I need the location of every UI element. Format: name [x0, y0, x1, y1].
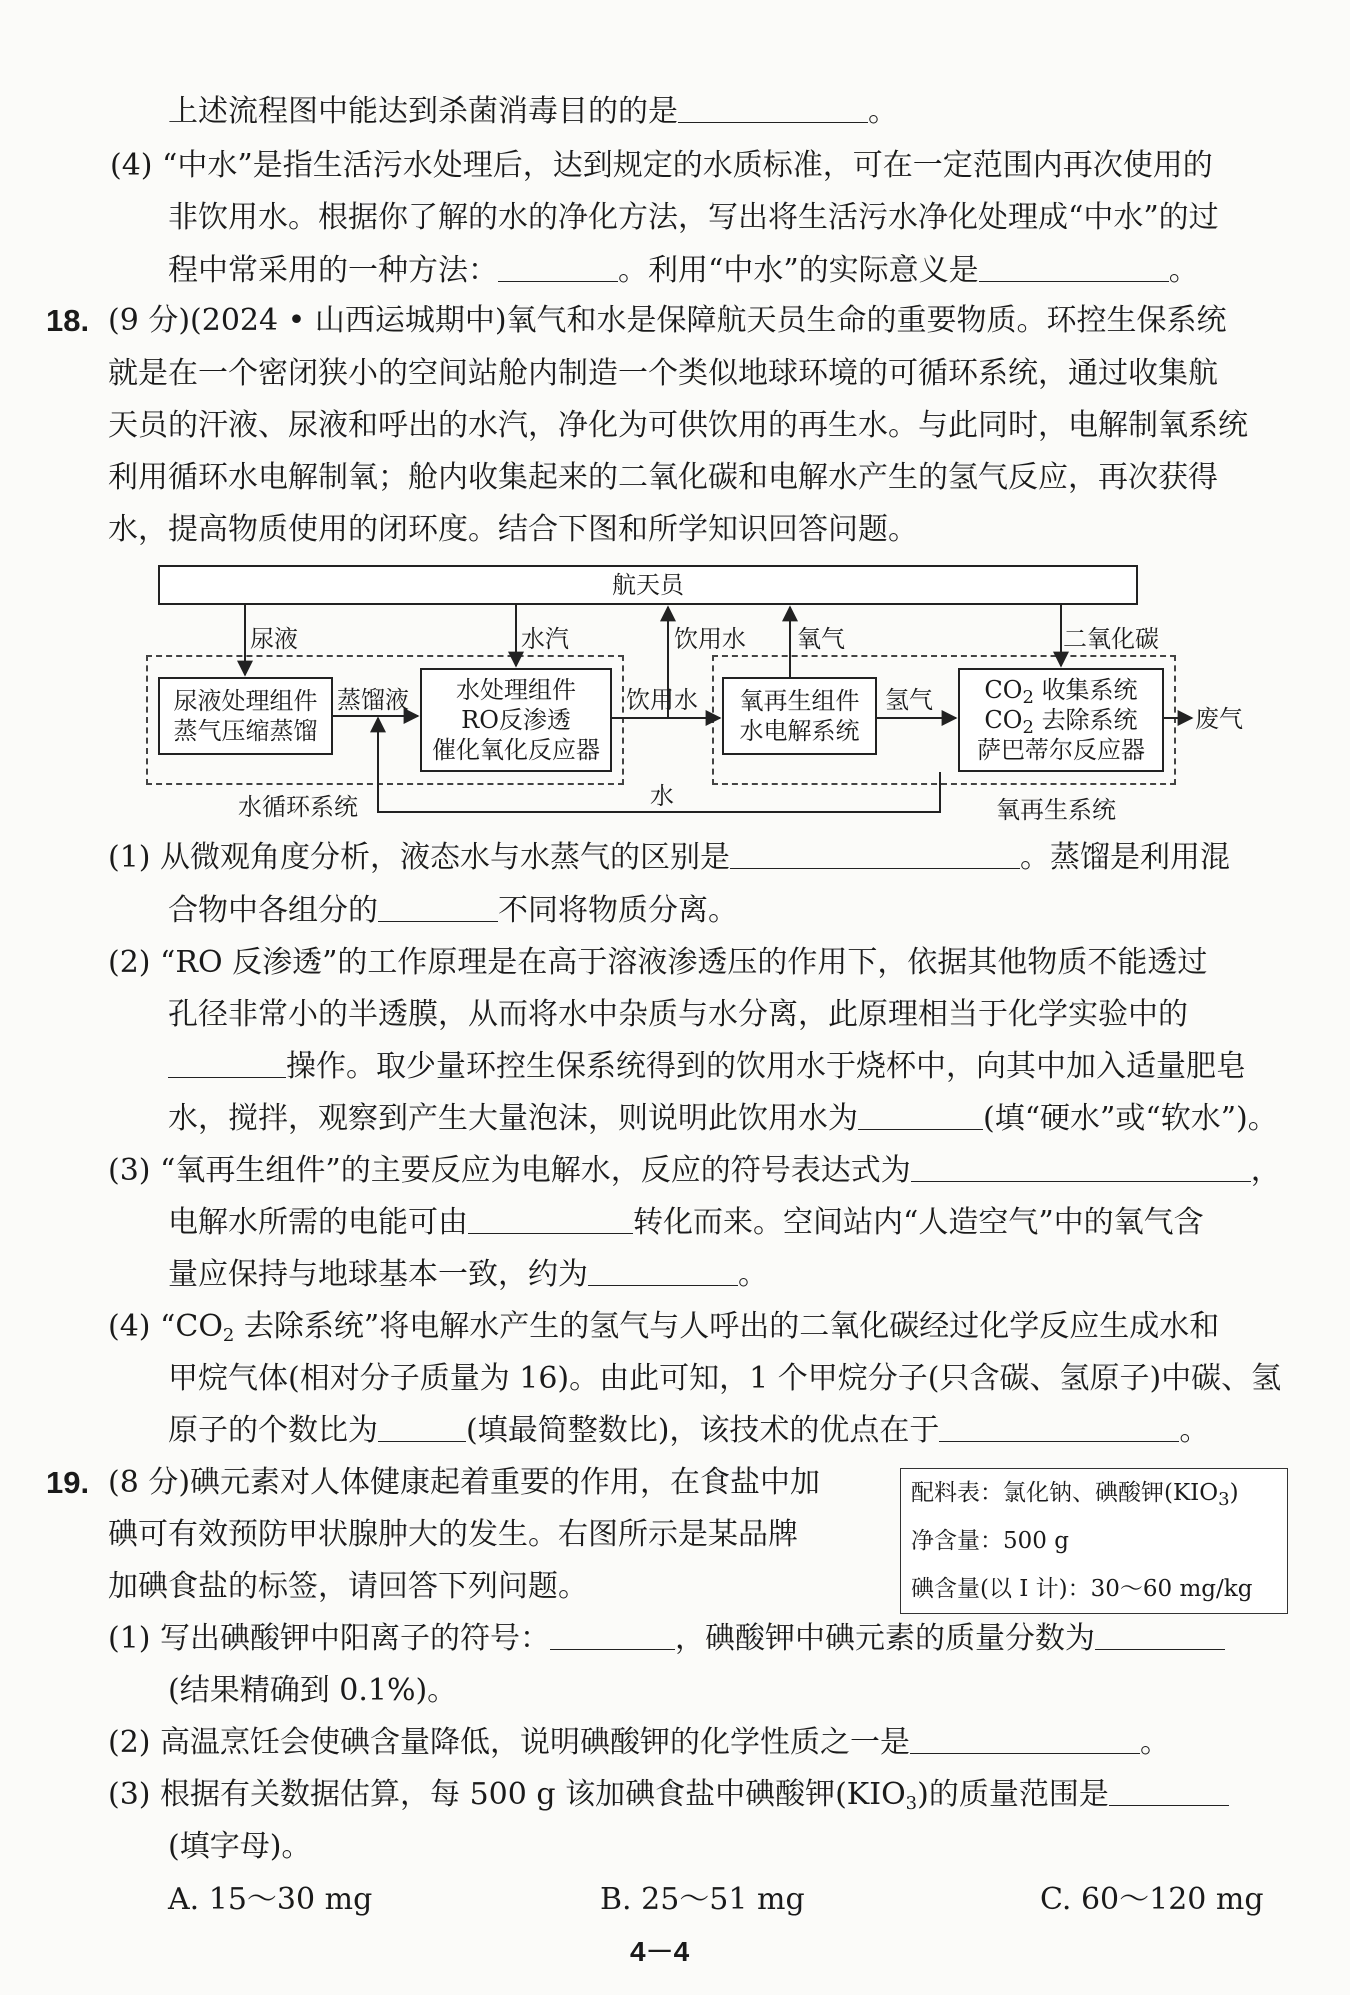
text: 原子的个数比为 — [168, 1413, 378, 1448]
label: 氧再生组件 — [739, 687, 860, 715]
text: (3) 根据有关数据估算，每 500 g 该加碘食盐中碘酸钾(KIO — [108, 1777, 906, 1812]
answer-blank[interactable] — [550, 1623, 675, 1650]
q18-part1-line1 — [108, 840, 1230, 876]
q19-part2-line — [108, 1725, 1170, 1761]
text: 去除系统 — [1041, 706, 1138, 734]
q18-part2-line3 — [168, 1049, 1246, 1085]
text: 操作。取少量环控生保系统得到的饮用水于烧杯中，向其中加入适量肥皂 — [286, 1049, 1246, 1084]
q18-part2-line4 — [168, 1101, 1278, 1137]
label-net-content: 净含量：500 g — [911, 1528, 1069, 1554]
q19-part3-line2: (填字母)。 — [168, 1829, 312, 1864]
q18-intro-line2: 就是在一个密闭狭小的空间站舱内制造一个类似地球环境的可循环系统，通过收集航 — [108, 356, 1218, 391]
text: ， — [1250, 1153, 1281, 1188]
text: 。利用“中水”的实际意义是 — [618, 253, 979, 288]
label: 水处理组件 — [456, 676, 576, 704]
q18-part4-line3 — [168, 1413, 1209, 1449]
q18-part4-line2: 甲烷气体(相对分子质量为 16)。由此可知，1 个甲烷分子(只含碳、氢原子)中碳、氢 — [168, 1361, 1282, 1396]
vapor-label: 水汽 — [521, 625, 569, 653]
q18-part3-line1 — [108, 1153, 1281, 1189]
text: (填“硬水”或“软水”)。 — [983, 1101, 1278, 1136]
subscript: 3 — [905, 1793, 918, 1814]
answer-blank[interactable] — [468, 1207, 633, 1234]
text: 配料表：氯化钠、碘酸钾(KIO — [911, 1480, 1219, 1506]
q19-part3-line1 — [108, 1777, 1229, 1813]
answer-blank[interactable] — [378, 895, 498, 922]
answer-blank[interactable] — [168, 1051, 286, 1078]
answer-blank[interactable] — [1109, 1779, 1229, 1806]
oxygen-regen-label: 氧再生系统 — [996, 796, 1116, 824]
co2-label: 二氧化碳 — [1063, 625, 1159, 653]
label: 尿液处理组件 — [173, 687, 318, 715]
q19-intro-line3: 加碘食盐的标签，请回答下列问题。 — [108, 1569, 588, 1604]
water-cycle-label: 水循环系统 — [238, 793, 358, 821]
text: 水，搅拌，观察到产生大量泡沫，则说明此饮用水为 — [168, 1101, 858, 1136]
label: RO反渗透 — [461, 706, 571, 734]
drinking-water-label: 饮用水 — [626, 686, 698, 714]
q19-part1-line2: (结果精确到 0.1%)。 — [168, 1673, 458, 1708]
answer-blank[interactable] — [378, 1415, 466, 1442]
q19-intro-line2: 碘可有效预防甲状腺肿大的发生。右图所示是某品牌 — [108, 1517, 798, 1552]
text: (1) 从微观角度分析，液态水与水蒸气的区别是 — [108, 840, 731, 875]
answer-blank[interactable] — [910, 1727, 1140, 1754]
text: 。蒸馏是利用混 — [1020, 840, 1231, 875]
text: 合物中各组分的 — [168, 893, 378, 928]
option-c[interactable]: C. 60～120 mg — [1040, 1882, 1264, 1917]
text: 。 — [1179, 1413, 1210, 1448]
answer-blank[interactable] — [858, 1103, 983, 1130]
q19-part1-line1 — [108, 1621, 1225, 1657]
text: (3) “氧再生组件”的主要反应为电解水，反应的符号表达式为 — [108, 1153, 911, 1188]
text: (1) 写出碘酸钾中阳离子的符号： — [108, 1621, 551, 1656]
hydrogen-label: 氢气 — [885, 686, 933, 714]
question-number: 18. — [46, 303, 90, 338]
answer-blank[interactable] — [588, 1259, 738, 1286]
q18-part4-line1 — [108, 1309, 1219, 1345]
label-iodine-content: 碘含量(以 I 计)：30～60 mg/kg — [911, 1576, 1253, 1602]
answer-blank[interactable] — [939, 1415, 1179, 1442]
q18-part3-line2 — [168, 1205, 1204, 1241]
label: 催化氧化反应器 — [432, 736, 600, 764]
drinking-water-up-label: 饮用水 — [674, 625, 746, 653]
question-number: 19. — [46, 1465, 90, 1500]
q18-part3-line3 — [168, 1257, 768, 1293]
text: 。 — [1168, 253, 1199, 288]
label: 航天员 — [612, 571, 684, 599]
text: 转化而来。空间站内“人造空气”中的氧气含 — [633, 1205, 1204, 1240]
q17-part4-line2: 非饮用水。根据你了解的水的净化方法，写出将生活污水净化处理成“中水”的过 — [168, 200, 1219, 235]
q18-part2-line1: (2) “RO 反渗透”的工作原理是在高于溶液渗透压的作用下，依据其他物质不能透过 — [108, 945, 1208, 980]
label: 萨巴蒂尔反应器 — [977, 736, 1145, 764]
text: (4) “CO — [108, 1309, 223, 1344]
text: 。 — [738, 1257, 768, 1292]
text: )的质量范围是 — [917, 1777, 1109, 1812]
label: 水电解系统 — [739, 717, 860, 745]
text: CO — [984, 676, 1023, 704]
text: 程中常采用的一种方法： — [168, 253, 498, 288]
text: 去除系统”将电解水产生的氢气与人呼出的二氧化碳经过化学反应生成水和 — [234, 1309, 1220, 1344]
text: 收集系统 — [1041, 676, 1138, 704]
q18-intro-line4: 利用循环水电解制氧；舱内收集起来的二氧化碳和电解水产生的氢气反应，再次获得 — [108, 460, 1218, 495]
text: 不同将物质分离。 — [498, 893, 738, 928]
q18-part1-line2 — [168, 893, 738, 929]
label: 蒸气压缩蒸馏 — [173, 717, 318, 745]
q18-intro-line3: 天员的汗液、尿液和呼出的水汽，净化为可供饮用的再生水。与此同时，电解制氧系统 — [108, 408, 1248, 443]
subscript: 2 — [222, 1325, 235, 1346]
q19-intro-line1: (8 分)碘元素对人体健康起着重要的作用，在食盐中加 — [108, 1465, 821, 1500]
subscript: 2 — [1022, 687, 1034, 708]
salt-label-box — [900, 1468, 1288, 1614]
q17-part4-line1: (4) “中水”是指生活污水处理后，达到规定的水质标准，可在一定范围内再次使用的 — [110, 148, 1213, 183]
exhaust-label: 废气 — [1195, 705, 1243, 733]
text: 上述流程图中能达到杀菌消毒目的的是 — [168, 94, 678, 129]
text: 。 — [868, 94, 898, 129]
text: 。 — [1140, 1725, 1171, 1760]
label-ingredients — [911, 1479, 1239, 1510]
q18-intro-line5: 水，提高物质使用的闭环度。结合下图和所学知识回答问题。 — [108, 512, 918, 547]
option-b[interactable]: B. 25～51 mg — [600, 1882, 805, 1917]
water-label: 水 — [650, 782, 674, 810]
subscript: 3 — [1218, 1489, 1230, 1510]
urine-label: 尿液 — [250, 625, 298, 653]
q18-intro-line1: (9 分)(2024 • 山西运城期中)氧气和水是保障航天员生命的重要物质。环控生保系统 — [108, 303, 1227, 338]
distillate-label: 蒸馏液 — [337, 686, 409, 714]
text: 量应保持与地球基本一致，约为 — [168, 1257, 588, 1292]
page-number: 4－4 — [630, 1936, 690, 1967]
text: 电解水所需的电能可由 — [168, 1205, 468, 1240]
text: (填最简整数比)，该技术的优点在于 — [466, 1413, 940, 1448]
answer-blank[interactable] — [730, 842, 1020, 869]
oxygen-label: 氧气 — [797, 625, 845, 653]
option-a[interactable]: A. 15～30 mg — [168, 1882, 373, 1917]
text: ，碘酸钾中碘元素的质量分数为 — [675, 1621, 1096, 1656]
q18-part2-line2: 孔径非常小的半透膜，从而将水中杂质与水分离，此原理相当于化学实验中的 — [168, 997, 1188, 1032]
answer-blank[interactable] — [1095, 1623, 1225, 1650]
text: ) — [1229, 1480, 1239, 1506]
answer-blank[interactable] — [911, 1155, 1251, 1182]
text: (2) 高温烹饪会使碘含量降低，说明碘酸钾的化学性质之一是 — [108, 1725, 911, 1760]
subscript: 2 — [1022, 717, 1034, 738]
text: CO — [984, 706, 1023, 734]
